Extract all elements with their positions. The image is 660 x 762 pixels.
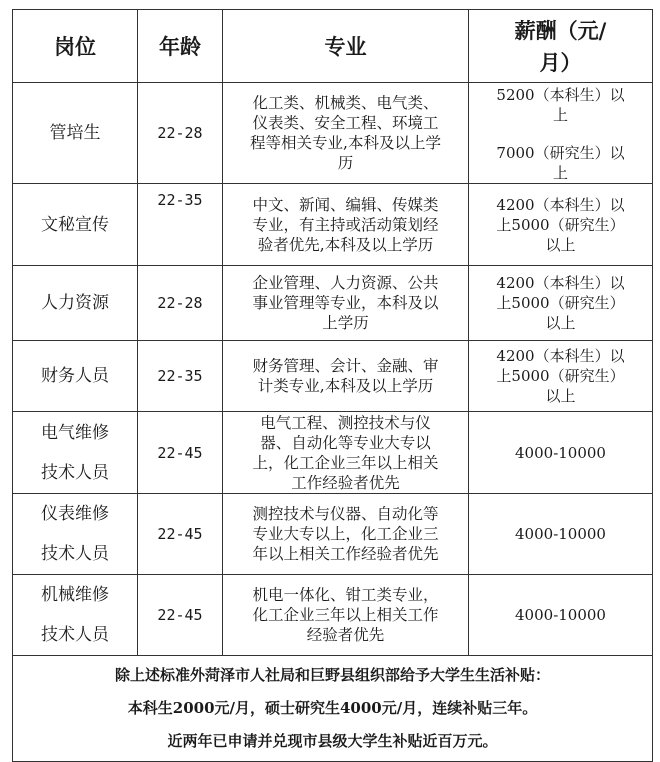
- salary-line: 以上: [545, 387, 576, 405]
- table-row: [13, 575, 653, 656]
- major-line: 专业，有主持或活动策划经: [252, 215, 439, 234]
- age-cell: 22-45: [138, 575, 223, 656]
- major-line: 工作经验者优先: [291, 473, 400, 492]
- major-cell: [223, 412, 469, 494]
- salary-cell: 4000-10000: [469, 494, 653, 575]
- recruitment-table: [12, 9, 653, 762]
- position-line: 技术人员: [41, 462, 109, 483]
- salary-line: 上: [552, 106, 568, 124]
- salary-line: 7000（研究生）以: [496, 144, 625, 162]
- position-line: 技术人员: [41, 544, 109, 564]
- age-cell: 22-35: [138, 184, 223, 266]
- major-line: 验者优先,本科及以上学历: [257, 235, 434, 254]
- position-cell: [13, 575, 138, 656]
- salary-line: 上5000（研究生）: [496, 294, 625, 312]
- major-cell: [223, 341, 469, 412]
- header-salary-line2: 月）: [539, 50, 582, 75]
- position-line: 技术人员: [41, 625, 109, 645]
- table-row: [13, 184, 653, 266]
- position-cell: 文秘宣传: [13, 184, 138, 266]
- subsidy-note-line: 除上述标准外菏泽市人社局和巨野县组织部给予大学生生活补贴：: [114, 666, 550, 684]
- age-cell: 22-28: [138, 266, 223, 341]
- header-age: 年龄: [138, 10, 223, 83]
- salary-cell: [469, 184, 653, 266]
- major-line: 事业管理等专业，本科及以: [252, 294, 439, 312]
- salary-line: 5200（本科生）以: [496, 86, 625, 104]
- major-line: 上学历: [322, 314, 369, 332]
- major-line: 化工企业三年以上相关工作: [252, 606, 439, 624]
- major-line: 财务管理、会计、金融、审: [252, 357, 439, 375]
- salary-line: 以上: [545, 235, 576, 254]
- header-row: [13, 10, 653, 83]
- salary-cell: [469, 83, 653, 184]
- salary-line: 上5000（研究生）: [496, 367, 625, 385]
- salary-cell: [469, 266, 653, 341]
- position-line: 机械维修: [41, 585, 109, 605]
- salary-spacer: [469, 125, 652, 143]
- table-row: [13, 83, 653, 184]
- major-cell: [223, 184, 469, 266]
- major-cell: [223, 266, 469, 341]
- major-line: 计类专业,本科及以上学历: [257, 377, 434, 395]
- salary-line: 4200（本科生）以: [496, 274, 625, 292]
- table-row: [13, 341, 653, 412]
- age-cell: 22-28: [138, 83, 223, 184]
- header-position: 岗位: [13, 10, 138, 83]
- salary-cell: 4000-10000: [469, 575, 653, 656]
- table-row: [13, 412, 653, 494]
- header-salary-line1: 薪酬（元/: [514, 18, 607, 43]
- age-cell: 22-45: [138, 412, 223, 494]
- major-cell: [223, 575, 469, 656]
- major-line: 仪表类、安全工程、环境工: [252, 114, 439, 132]
- position-cell: 人力资源: [13, 266, 138, 341]
- position-cell: [13, 494, 138, 575]
- major-line: 程等相关专业,本科及以上学: [250, 134, 441, 152]
- salary-cell: 4000-10000: [469, 412, 653, 494]
- age-cell: 22-45: [138, 494, 223, 575]
- major-line: 企业管理、人力资源、公共: [252, 274, 439, 292]
- salary-line: 以上: [545, 314, 576, 332]
- major-line: 电气工程、测控技术与仪: [260, 413, 431, 432]
- subsidy-note-cell: [13, 656, 653, 762]
- position-line: 电气维修: [41, 422, 109, 443]
- position-cell: [13, 412, 138, 494]
- major-cell: [223, 494, 469, 575]
- major-line: 经验者优先: [306, 626, 385, 644]
- notes-row: [13, 656, 653, 762]
- position-cell: 财务人员: [13, 341, 138, 412]
- header-major: 专业: [223, 10, 469, 83]
- salary-line: 上5000（研究生）: [496, 215, 625, 234]
- salary-line: 上: [552, 164, 568, 182]
- major-cell: [223, 83, 469, 184]
- salary-cell: [469, 341, 653, 412]
- major-line: 中文、新闻、编辑、传媒类: [252, 195, 439, 214]
- major-line: 专业大专以上，化工企业三: [252, 525, 439, 543]
- table-row: [13, 494, 653, 575]
- subsidy-note-line: 近两年已申请并兑现市县级大学生补贴近百万元。: [167, 732, 498, 750]
- salary-line: 4200（本科生）以: [496, 347, 625, 365]
- major-line: 历: [337, 154, 354, 172]
- age-cell: 22-35: [138, 341, 223, 412]
- major-line: 上，化工企业三年以上相关: [252, 453, 439, 472]
- major-line: 器、自动化等专业大专以: [260, 433, 431, 452]
- salary-line: 4200（本科生）以: [496, 195, 625, 214]
- table-row: [13, 266, 653, 341]
- major-line: 化工类、机械类、电气类、: [252, 94, 439, 112]
- position-line: 仪表维修: [41, 504, 109, 524]
- major-line: 机电一体化、钳工类专业，: [252, 586, 439, 604]
- major-line: 测控技术与仪器、自动化等: [252, 505, 439, 523]
- subsidy-note-line: 本科生2000元/月，硕士研究生4000元/月，连续补贴三年。: [127, 699, 538, 717]
- major-line: 年以上相关工作经验者优先: [252, 545, 439, 563]
- header-salary: [469, 10, 653, 83]
- position-cell: 管培生: [13, 83, 138, 184]
